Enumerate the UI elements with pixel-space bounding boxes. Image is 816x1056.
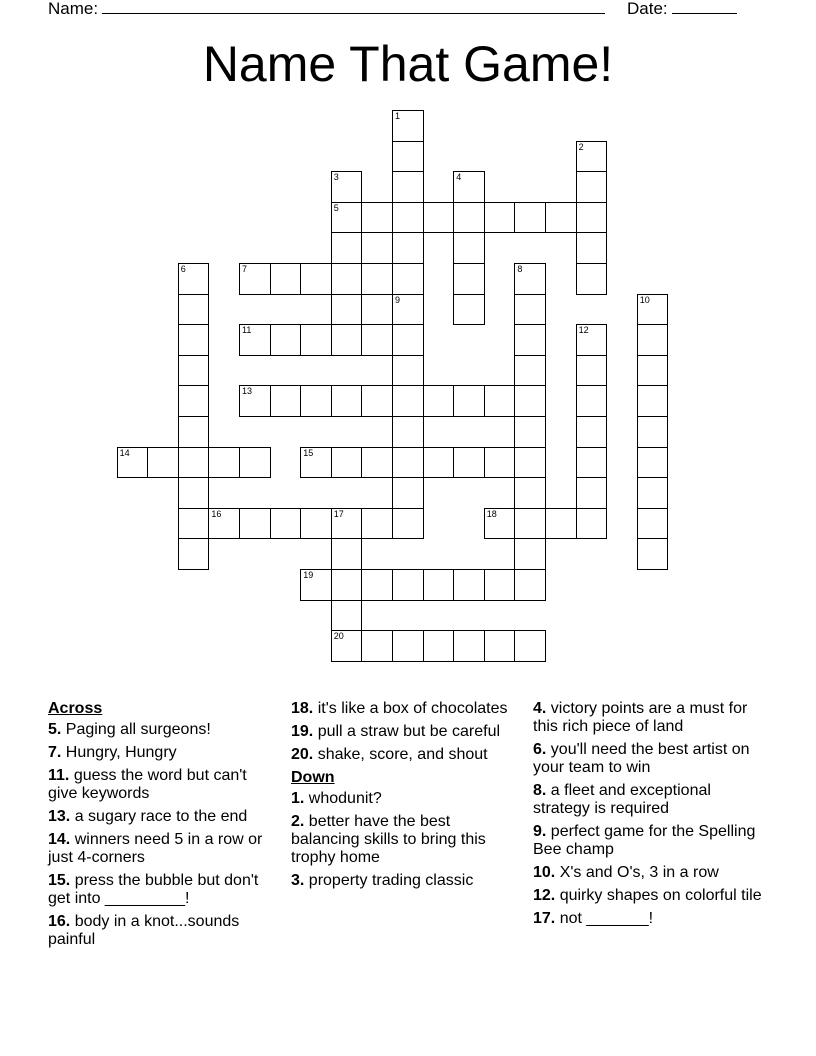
grid-cell[interactable] [453, 263, 485, 295]
cell-number: 17 [333, 508, 344, 519]
grid-cell[interactable] [514, 538, 546, 570]
grid-cell[interactable] [178, 416, 210, 448]
grid-cell[interactable] [147, 447, 179, 479]
grid-cell[interactable] [514, 416, 546, 448]
cell-number: 9 [395, 294, 401, 305]
grid-cell[interactable] [576, 477, 608, 509]
clue-number: 12. [533, 887, 556, 904]
cell-number: 8 [517, 264, 523, 274]
grid-cell[interactable] [423, 447, 455, 479]
grid-cell[interactable] [239, 508, 271, 540]
grid-cell[interactable] [117, 447, 149, 479]
clue-text: shake, score, and shout [317, 746, 488, 763]
grid-cell[interactable] [178, 385, 210, 417]
clue-text: a fleet and exceptional strategy is required [533, 782, 711, 817]
grid-cell[interactable] [576, 171, 608, 203]
grid-cell[interactable] [576, 263, 608, 295]
cell-number: 14 [119, 447, 130, 458]
clue-text: not _______! [559, 910, 654, 927]
grid-cell[interactable] [453, 171, 485, 203]
grid-cell[interactable] [453, 202, 485, 234]
grid-cell[interactable] [514, 385, 546, 417]
grid-cell[interactable] [270, 508, 302, 540]
grid-cell[interactable] [576, 416, 608, 448]
grid-cell[interactable] [637, 538, 669, 570]
clue-number: 15. [48, 872, 71, 889]
grid-cell[interactable] [637, 294, 669, 326]
grid-cell[interactable] [423, 630, 455, 662]
clue-number: 6. [533, 741, 547, 758]
clue-number: 17. [533, 910, 556, 927]
grid-cell[interactable] [331, 630, 363, 662]
grid-cell[interactable] [576, 141, 608, 173]
grid-cell[interactable] [576, 508, 608, 540]
across-heading: Across [48, 700, 103, 717]
grid-cell[interactable] [300, 263, 332, 295]
grid-cell[interactable] [178, 263, 210, 295]
grid-cell[interactable] [514, 447, 546, 479]
clue-number: 19. [291, 723, 314, 740]
grid-cell[interactable] [453, 385, 485, 417]
grid-cell[interactable] [392, 324, 424, 356]
grid-cell[interactable] [576, 202, 608, 234]
grid-cell[interactable] [178, 355, 210, 387]
grid-cell[interactable] [576, 324, 608, 356]
cell-number: 19 [303, 570, 314, 580]
grid-cell[interactable] [514, 355, 546, 387]
clue-column-1 [48, 700, 280, 954]
grid-cell[interactable] [545, 508, 577, 540]
clue-text: whodunit? [308, 790, 382, 807]
grid-cell[interactable] [331, 294, 363, 326]
grid-cell[interactable] [361, 569, 393, 601]
cell-number: 16 [211, 508, 222, 519]
clue-down-4 [533, 700, 765, 736]
clue-text: you'll need the best artist on your team to win [533, 741, 750, 776]
grid-cell[interactable] [514, 630, 546, 662]
grid-cell[interactable] [331, 385, 363, 417]
grid-cell[interactable] [331, 600, 363, 632]
clue-text: body in a knot...sounds painful [48, 913, 240, 948]
grid-cell[interactable] [331, 232, 363, 264]
grid-cell[interactable] [637, 324, 669, 356]
grid-cell[interactable] [331, 508, 363, 540]
clue-down-1 [291, 790, 523, 808]
clue-number: 11. [48, 767, 70, 784]
clue-down-9 [533, 823, 765, 859]
grid-cell[interactable] [514, 324, 546, 356]
grid-cell[interactable] [239, 447, 271, 479]
cell-number: 18 [486, 508, 497, 519]
clue-column-2 [291, 700, 523, 895]
grid-cell[interactable] [637, 355, 669, 387]
cell-number: 11 [242, 325, 252, 336]
grid-cell[interactable] [514, 477, 546, 509]
cell-number: 7 [242, 264, 248, 274]
clue-number: 18. [291, 700, 314, 717]
grid-cell[interactable] [300, 447, 332, 479]
grid-cell[interactable] [300, 569, 332, 601]
grid-cell[interactable] [300, 324, 332, 356]
grid-cell[interactable] [453, 569, 485, 601]
cell-number: 4 [456, 172, 462, 183]
cell-number: 15 [303, 447, 314, 458]
grid-cell[interactable] [178, 447, 210, 479]
clue-down-3 [291, 872, 523, 890]
grid-cell[interactable] [270, 385, 302, 417]
grid-cell[interactable] [453, 232, 485, 264]
clue-number: 2. [291, 813, 305, 830]
grid-cell[interactable] [514, 294, 546, 326]
clue-down-17 [533, 910, 765, 928]
name-label: Name: [48, 0, 99, 18]
grid-cell[interactable] [361, 202, 393, 234]
clue-across-19 [291, 723, 523, 741]
clue-text: X's and O's, 3 in a row [559, 864, 719, 881]
clue-across-7 [48, 744, 280, 762]
grid-cell[interactable] [361, 324, 393, 356]
cell-number: 20 [333, 631, 344, 642]
grid-cell[interactable] [392, 263, 424, 295]
grid-cell[interactable] [300, 508, 332, 540]
grid-cell[interactable] [392, 110, 424, 142]
down-heading: Down [291, 769, 335, 786]
clue-down-12 [533, 887, 765, 905]
grid-cell[interactable] [392, 385, 424, 417]
grid-cell[interactable] [361, 630, 393, 662]
grid-cell[interactable] [514, 508, 546, 540]
grid-cell[interactable] [239, 324, 271, 356]
cell-number: 13 [242, 386, 253, 397]
clue-across-15 [48, 872, 280, 908]
clue-text: victory points are a must for this rich piece of land [533, 700, 748, 735]
grid-cell[interactable] [392, 171, 424, 203]
grid-cell[interactable] [331, 538, 363, 570]
grid-cell[interactable] [178, 477, 210, 509]
grid-cell[interactable] [484, 385, 516, 417]
grid-cell[interactable] [208, 508, 240, 540]
grid-cell[interactable] [423, 385, 455, 417]
grid-cell[interactable] [392, 569, 424, 601]
grid-cell[interactable] [239, 385, 271, 417]
clue-text: it's like a box of chocolates [317, 700, 508, 717]
page-title: Name That Game! [202, 36, 614, 92]
clue-text: winners need 5 in a row or just 4-corners [48, 831, 263, 866]
grid-cell[interactable] [331, 171, 363, 203]
clue-number: 3. [291, 872, 305, 889]
grid-cell[interactable] [576, 232, 608, 264]
clue-column-3 [533, 700, 765, 933]
clue-number: 5. [48, 721, 62, 738]
grid-cell[interactable] [453, 630, 485, 662]
grid-cell[interactable] [392, 477, 424, 509]
cell-number: 12 [578, 325, 589, 336]
clue-text: Hungry, Hungry [65, 744, 177, 761]
clue-across-14 [48, 831, 280, 867]
grid-cell[interactable] [331, 569, 363, 601]
grid-cell[interactable] [300, 385, 332, 417]
clue-across-18 [291, 700, 523, 718]
clue-across-16 [48, 913, 280, 949]
clue-text: Paging all surgeons! [65, 721, 211, 738]
grid-cell[interactable] [484, 569, 516, 601]
clue-text: a sugary race to the end [74, 808, 248, 825]
clue-number: 16. [48, 913, 71, 930]
grid-cell[interactable] [392, 355, 424, 387]
grid-cell[interactable] [453, 447, 485, 479]
grid-cell[interactable] [392, 232, 424, 264]
clue-down-2 [291, 813, 523, 867]
grid-cell[interactable] [270, 263, 302, 295]
grid-cell[interactable] [576, 355, 608, 387]
clue-across-20 [291, 746, 523, 764]
grid-cell[interactable] [637, 385, 669, 417]
grid-cell[interactable] [637, 447, 669, 479]
clue-number: 14. [48, 831, 71, 848]
grid-cell[interactable] [361, 508, 393, 540]
cell-number: 1 [395, 111, 401, 121]
grid-cell[interactable] [453, 294, 485, 326]
grid-cell[interactable] [270, 324, 302, 356]
grid-cell[interactable] [392, 141, 424, 173]
clue-text: property trading classic [308, 872, 474, 889]
grid-cell[interactable] [514, 202, 546, 234]
clue-down-10 [533, 864, 765, 882]
grid-cell[interactable] [514, 263, 546, 295]
clue-text: perfect game for the Spelling Bee champ [533, 823, 756, 858]
grid-cell[interactable] [178, 508, 210, 540]
grid-cell[interactable] [361, 263, 393, 295]
grid-cell[interactable] [239, 263, 271, 295]
grid-cell[interactable] [178, 294, 210, 326]
grid-cell[interactable] [637, 508, 669, 540]
grid-cell[interactable] [331, 447, 363, 479]
grid-cell[interactable] [545, 202, 577, 234]
cell-number: 5 [333, 202, 339, 213]
grid-cell[interactable] [392, 294, 424, 326]
grid-cell[interactable] [392, 202, 424, 234]
grid-cell[interactable] [484, 202, 516, 234]
clue-across-11 [48, 767, 280, 803]
clue-across-13 [48, 808, 280, 826]
clue-text: pull a straw but be careful [317, 723, 501, 740]
grid-cell[interactable] [484, 447, 516, 479]
date-label: Date: [627, 0, 668, 18]
grid-cell[interactable] [484, 508, 516, 540]
grid-cell[interactable] [423, 569, 455, 601]
cell-number: 6 [180, 264, 186, 274]
clue-text: press the bubble but don't get into _________! [48, 872, 259, 907]
grid-cell[interactable] [392, 416, 424, 448]
grid-cell[interactable] [637, 477, 669, 509]
clue-number: 20. [291, 746, 314, 763]
grid-cell[interactable] [331, 202, 363, 234]
grid-cell[interactable] [576, 385, 608, 417]
clue-across-5 [48, 721, 280, 739]
grid-cell[interactable] [361, 447, 393, 479]
clue-text: better have the best balancing skills to bring this trophy home [291, 813, 486, 866]
clue-number: 10. [533, 864, 556, 881]
grid-cell[interactable] [178, 324, 210, 356]
cell-number: 2 [578, 141, 584, 152]
grid-cell[interactable] [514, 569, 546, 601]
cell-number: 10 [639, 294, 650, 305]
grid-cell[interactable] [423, 202, 455, 234]
clue-down-6 [533, 741, 765, 777]
grid-cell[interactable] [331, 324, 363, 356]
clue-number: 4. [533, 700, 547, 717]
cell-number: 3 [333, 172, 339, 183]
clue-number: 1. [291, 790, 305, 807]
clue-text: guess the word but can't give keywords [48, 767, 247, 802]
grid-cell[interactable] [178, 538, 210, 570]
clue-number: 9. [533, 823, 547, 840]
grid-cell[interactable] [361, 385, 393, 417]
grid-cell[interactable] [576, 447, 608, 479]
grid-cell[interactable] [208, 447, 240, 479]
clue-text: quirky shapes on colorful tile [559, 887, 762, 904]
clue-number: 8. [533, 782, 547, 799]
grid-cell[interactable] [392, 508, 424, 540]
grid-cell[interactable] [331, 263, 363, 295]
grid-cell[interactable] [392, 447, 424, 479]
grid-cell[interactable] [637, 416, 669, 448]
clue-down-8 [533, 782, 765, 818]
clue-number: 13. [48, 808, 71, 825]
grid-cell[interactable] [392, 630, 424, 662]
clue-number: 7. [48, 744, 62, 761]
grid-cell[interactable] [484, 630, 516, 662]
